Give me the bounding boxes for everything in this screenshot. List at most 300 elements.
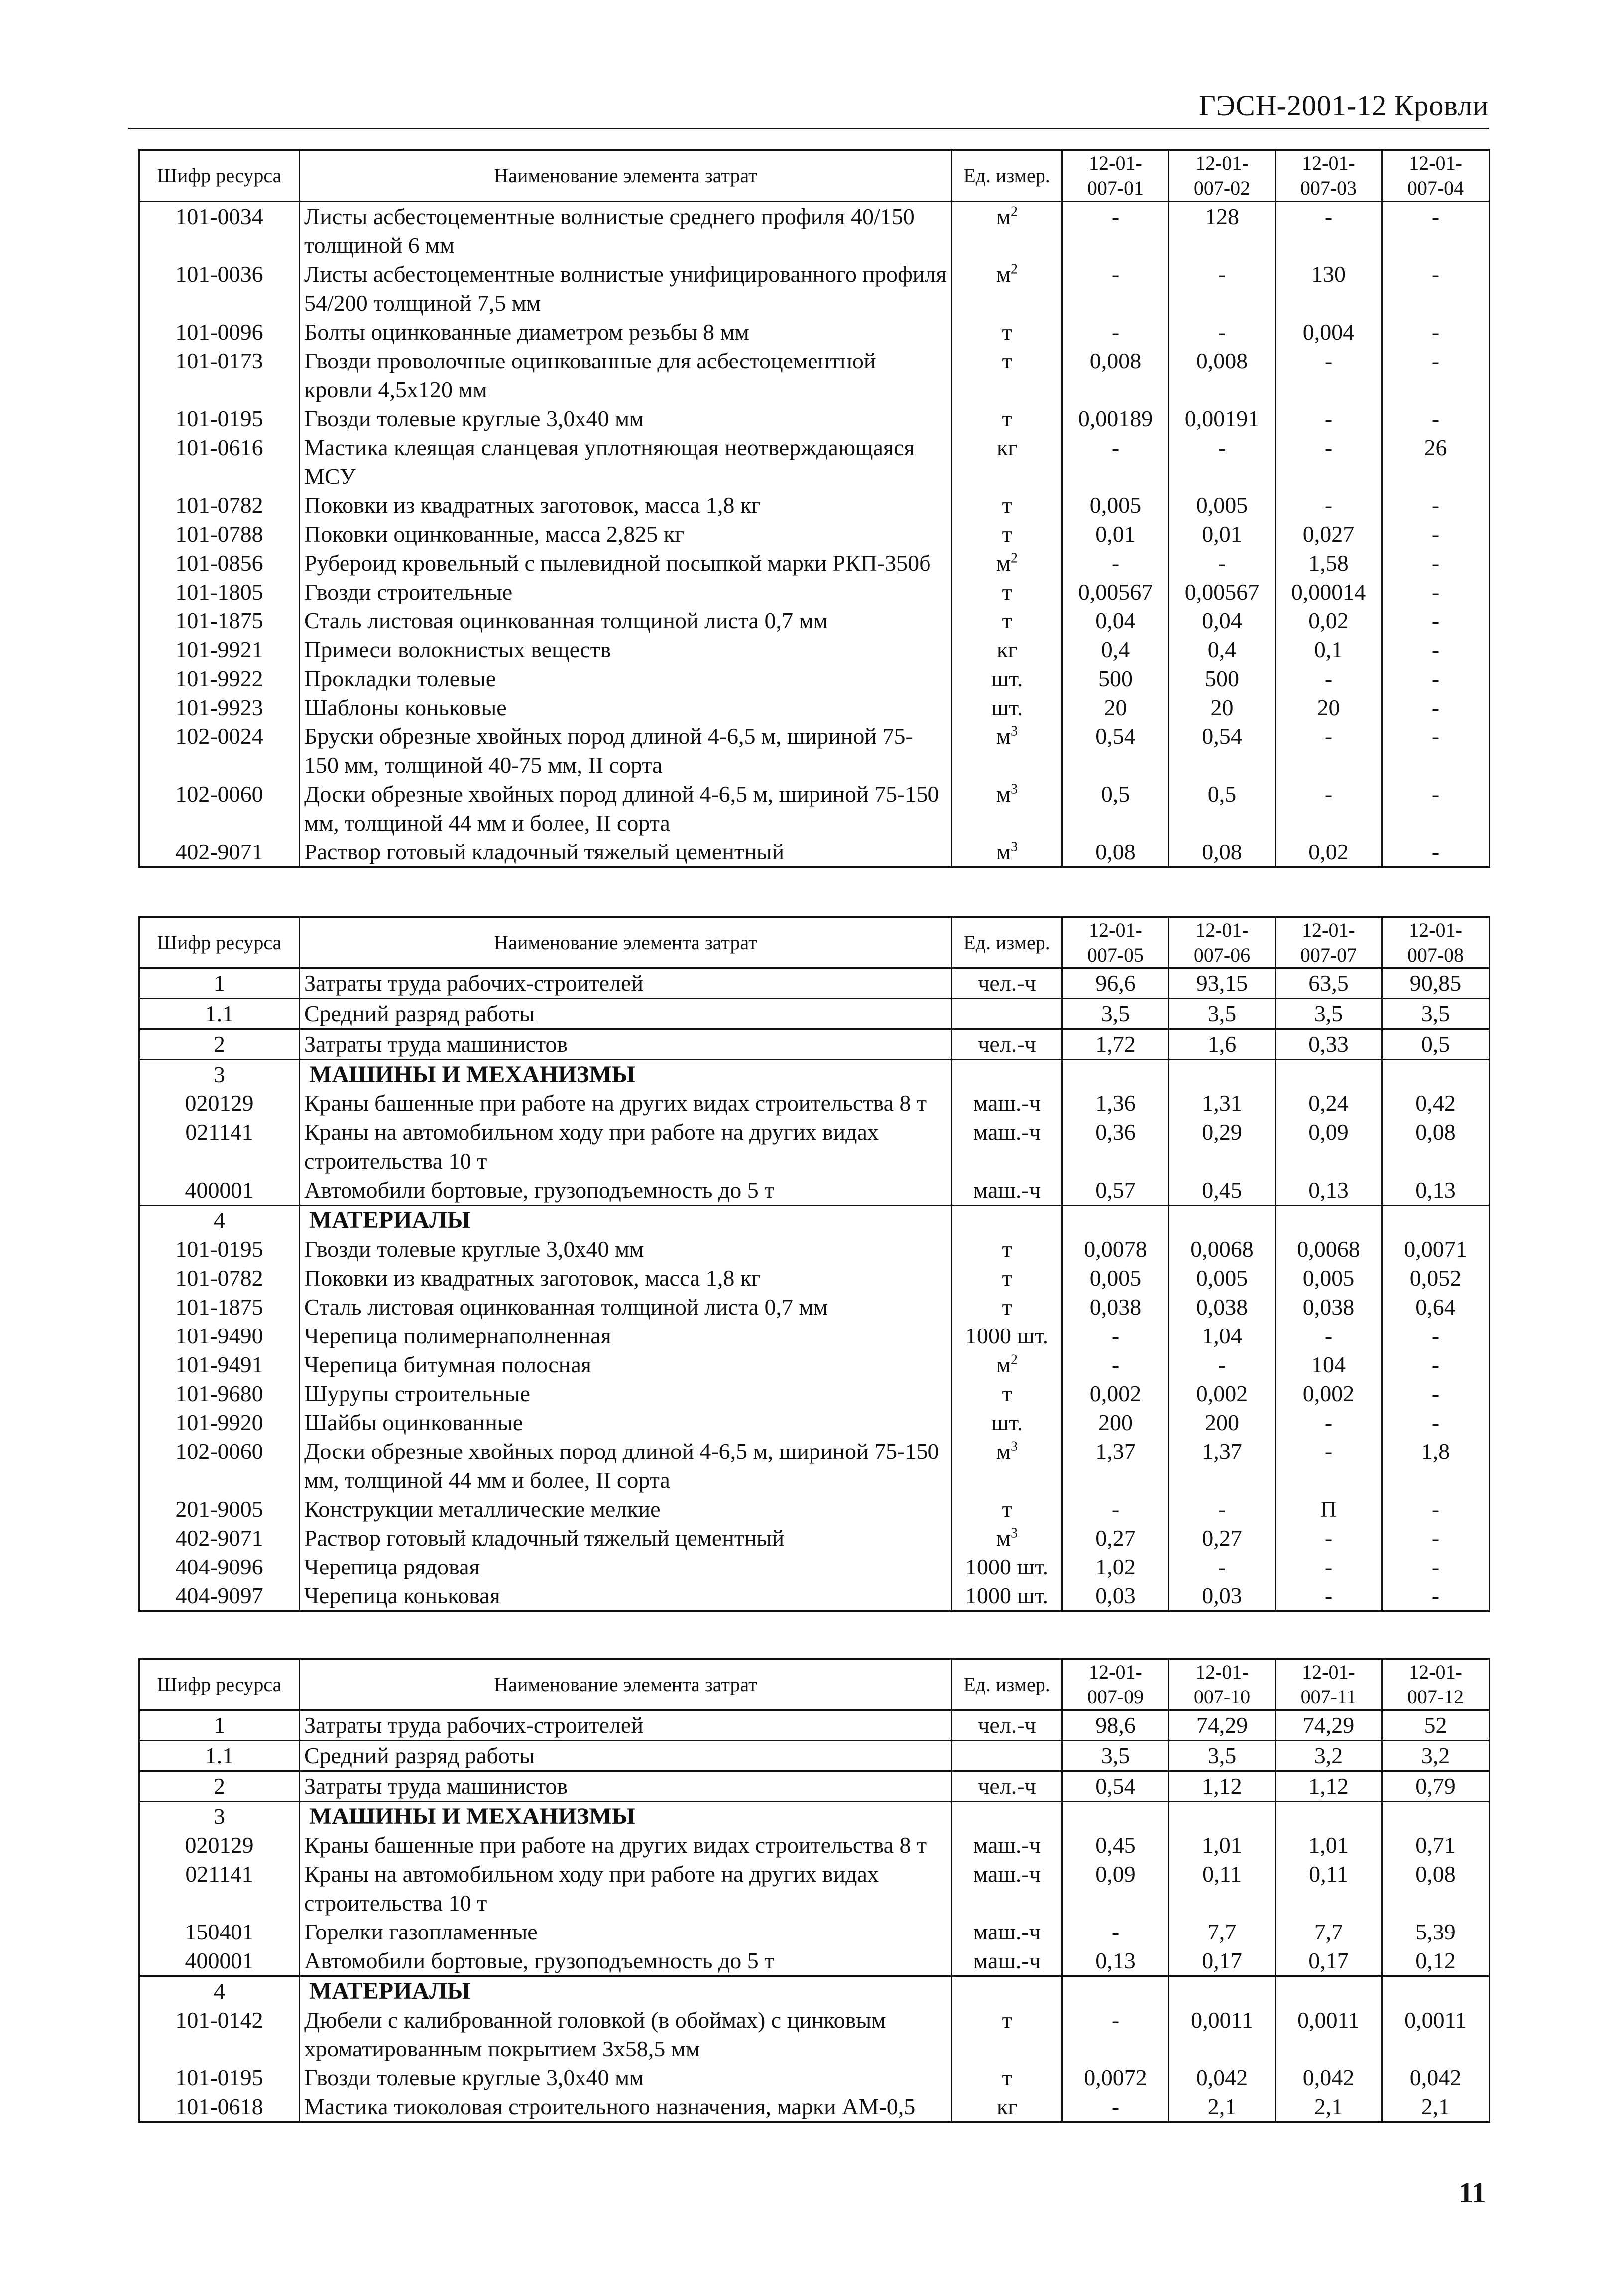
resource-value: 0,08	[1169, 838, 1276, 867]
table-row	[139, 780, 1490, 838]
resource-value: 0,00189	[1062, 404, 1169, 433]
resource-value	[1169, 1976, 1276, 2006]
resource-value: 0,027	[1276, 520, 1382, 549]
table-row	[139, 1029, 1490, 1060]
resource-value: 500	[1169, 664, 1276, 693]
table-row	[139, 1264, 1490, 1293]
resource-code: 400001	[139, 1946, 300, 1976]
resource-code: 020129	[139, 1089, 300, 1118]
resource-value	[1382, 1060, 1490, 1089]
resource-unit: $м^2$	[952, 202, 1062, 260]
resource-code: 101-1805	[139, 578, 300, 606]
resource-unit: т	[952, 404, 1062, 433]
resource-unit: т	[952, 491, 1062, 520]
resource-name: Прокладки толевые	[300, 664, 952, 693]
resource-value: 1,37	[1062, 1437, 1169, 1495]
resource-unit: т	[952, 606, 1062, 635]
resource-value: 3,2	[1276, 1741, 1382, 1771]
resource-name: Краны на автомобильном ходу при работе на других видах строительства 10 т	[300, 1860, 952, 1918]
resource-value: 0,13	[1062, 1946, 1169, 1976]
resource-value	[1062, 1206, 1169, 1235]
resource-name: Сталь листовая оцинкованная толщиной листа 0,7 мм	[300, 1293, 952, 1322]
resource-unit	[952, 999, 1062, 1029]
resource-value: 0,08	[1382, 1860, 1490, 1918]
resource-value: 0,038	[1169, 1293, 1276, 1322]
resource-value: 200	[1062, 1408, 1169, 1437]
resource-code: 404-9097	[139, 1581, 300, 1611]
resource-value: 1,02	[1062, 1553, 1169, 1581]
header-norm-code: 12-01- 007-12	[1382, 1659, 1490, 1710]
resource-name: Поковки из квадратных заготовок, масса 1,8 кг	[300, 491, 952, 520]
table-row	[139, 1860, 1490, 1918]
resource-value: -	[1169, 1350, 1276, 1379]
resource-value: 0,004	[1276, 318, 1382, 347]
resource-unit: шт.	[952, 664, 1062, 693]
table-row	[139, 491, 1490, 520]
resource-value: 0,002	[1276, 1379, 1382, 1408]
resource-value: 0,0068	[1276, 1235, 1382, 1264]
resource-value: -	[1276, 664, 1382, 693]
resource-value: -	[1169, 260, 1276, 318]
resource-value: 63,5	[1276, 968, 1382, 999]
resource-value: 1,01	[1276, 1831, 1382, 1860]
resource-value: 26	[1382, 433, 1490, 491]
resource-value	[1276, 1802, 1382, 1831]
table-row	[139, 520, 1490, 549]
resource-unit: шт.	[952, 693, 1062, 722]
resource-code: 101-9922	[139, 664, 300, 693]
resource-unit: чел.-ч	[952, 1710, 1062, 1741]
header-code: Шифр ресурса	[139, 150, 300, 202]
resource-name: Затраты труда машинистов	[300, 1771, 952, 1802]
resource-value: 0,09	[1276, 1118, 1382, 1176]
table-row	[139, 999, 1490, 1029]
resource-name: Гвозди строительные	[300, 578, 952, 606]
resource-value: 1,01	[1169, 1831, 1276, 1860]
resource-value: -	[1276, 404, 1382, 433]
resource-value: 0,02	[1276, 838, 1382, 867]
resource-name: Черепица коньковая	[300, 1581, 952, 1611]
resource-value: 0,11	[1169, 1860, 1276, 1918]
resource-value: 1,12	[1169, 1771, 1276, 1802]
resource-unit: чел.-ч	[952, 968, 1062, 999]
resource-value: 0,0068	[1169, 1235, 1276, 1264]
resource-value: 500	[1062, 664, 1169, 693]
resource-value: 0,4	[1062, 635, 1169, 664]
resource-code: 101-9680	[139, 1379, 300, 1408]
resource-value	[1276, 1206, 1382, 1235]
resource-unit: т	[952, 1379, 1062, 1408]
resource-value	[1169, 1802, 1276, 1831]
table-row	[139, 1379, 1490, 1408]
resource-unit: маш.-ч	[952, 1831, 1062, 1860]
resource-value: -	[1382, 491, 1490, 520]
resource-value: -	[1382, 635, 1490, 664]
table-row	[139, 1710, 1490, 1741]
resource-value	[1062, 1976, 1169, 2006]
resource-value: 7,7	[1169, 1918, 1276, 1946]
table-row	[139, 1118, 1490, 1176]
document-title: ГЭСН-2001-12 Кровли	[1199, 89, 1489, 121]
resource-code: 4	[139, 1206, 300, 1235]
resource-value: 0,27	[1169, 1524, 1276, 1553]
resource-name: Черепица полимернаполненная	[300, 1322, 952, 1350]
resource-value: 1,36	[1062, 1089, 1169, 1118]
table-row	[139, 1771, 1490, 1802]
resource-name: Черепица битумная полосная	[300, 1350, 952, 1379]
header-norm-code: 12-01- 007-11	[1276, 1659, 1382, 1710]
resource-value: -	[1276, 1553, 1382, 1581]
resource-value: -	[1382, 520, 1490, 549]
resource-value: 0,005	[1062, 1264, 1169, 1293]
resource-unit: $м^3$	[952, 838, 1062, 867]
resource-value: -	[1062, 433, 1169, 491]
resource-code: 102-0024	[139, 722, 300, 780]
resource-value: 0,002	[1169, 1379, 1276, 1408]
resource-value: 0,0011	[1382, 2006, 1490, 2063]
resource-value: 0,0078	[1062, 1235, 1169, 1264]
resource-value	[1169, 1060, 1276, 1089]
table-row	[139, 1350, 1490, 1379]
resource-name: Автомобили бортовые, грузоподъемность до 5 т	[300, 1176, 952, 1206]
resource-value	[1382, 1976, 1490, 2006]
resource-value: 0,71	[1382, 1831, 1490, 1860]
table-row	[139, 1946, 1490, 1976]
table-row	[139, 1089, 1490, 1118]
resource-code: 101-9920	[139, 1408, 300, 1437]
resource-table-1	[138, 149, 1490, 868]
section-row	[139, 1802, 1490, 1831]
resource-value: 5,39	[1382, 1918, 1490, 1946]
resource-unit: 1000 шт.	[952, 1322, 1062, 1350]
table-row	[139, 968, 1490, 999]
resource-value: -	[1276, 1322, 1382, 1350]
resource-code: 101-0036	[139, 260, 300, 318]
resource-code: 1.1	[139, 1741, 300, 1771]
header-norm-code: 12-01- 007-04	[1382, 150, 1490, 202]
resource-unit	[952, 1802, 1062, 1831]
resource-value: 0,01	[1062, 520, 1169, 549]
resource-unit: чел.-ч	[952, 1771, 1062, 1802]
table-row	[139, 635, 1490, 664]
table-row	[139, 2006, 1490, 2063]
resource-value: 3,5	[1169, 1741, 1276, 1771]
section-row	[139, 1976, 1490, 2006]
resource-value: 0,36	[1062, 1118, 1169, 1176]
table-row	[139, 1918, 1490, 1946]
resource-value: 0,29	[1169, 1118, 1276, 1176]
resource-code: 101-0616	[139, 433, 300, 491]
resource-value: -	[1382, 1408, 1490, 1437]
resource-code: 020129	[139, 1831, 300, 1860]
resource-unit: т	[952, 520, 1062, 549]
resource-unit	[952, 1206, 1062, 1235]
resource-value: 200	[1169, 1408, 1276, 1437]
resource-value: 2,1	[1276, 2092, 1382, 2122]
resource-value	[1276, 1976, 1382, 2006]
resource-value: -	[1382, 722, 1490, 780]
resource-unit: маш.-ч	[952, 1918, 1062, 1946]
resource-code: 4	[139, 1976, 300, 2006]
resource-value: 0,03	[1062, 1581, 1169, 1611]
table-row	[139, 722, 1490, 780]
resource-value: 0,12	[1382, 1946, 1490, 1976]
resource-unit: кг	[952, 2092, 1062, 2122]
resource-value: -	[1276, 722, 1382, 780]
resource-unit: $м^3$	[952, 1524, 1062, 1553]
resource-unit: чел.-ч	[952, 1029, 1062, 1060]
resource-value: 0,5	[1382, 1029, 1490, 1060]
resource-code: 3	[139, 1802, 300, 1831]
resource-code: 101-0034	[139, 202, 300, 260]
resource-value: 0,45	[1062, 1831, 1169, 1860]
resource-value: -	[1276, 1437, 1382, 1495]
resource-value: 90,85	[1382, 968, 1490, 999]
header-norm-code: 12-01- 007-10	[1169, 1659, 1276, 1710]
resource-value: -	[1382, 1524, 1490, 1553]
resource-unit: $м^3$	[952, 722, 1062, 780]
resource-unit: т	[952, 1264, 1062, 1293]
resource-unit: шт.	[952, 1408, 1062, 1437]
resource-name: Доски обрезные хвойных пород длиной 4-6,5 м, шириной 75-150 мм, толщиной 44 мм и более, II сорта	[300, 780, 952, 838]
resource-value: -	[1382, 780, 1490, 838]
resource-value: 98,6	[1062, 1710, 1169, 1741]
table-header-row	[139, 1659, 1490, 1710]
resource-code: 402-9071	[139, 838, 300, 867]
resource-name: Листы асбестоцементные волнистые унифицированного профиля 54/200 толщиной 7,5 мм	[300, 260, 952, 318]
table-row	[139, 1235, 1490, 1264]
resource-code: 101-0195	[139, 2063, 300, 2092]
resource-code: 101-0096	[139, 318, 300, 347]
header-norm-code: 12-01- 007-09	[1062, 1659, 1169, 1710]
resource-value: 1,12	[1276, 1771, 1382, 1802]
header-name: Наименование элемента затрат	[300, 1659, 952, 1710]
resource-value: -	[1276, 1524, 1382, 1553]
header-unit: Ед. измер.	[952, 917, 1062, 968]
resource-value: -	[1382, 838, 1490, 867]
resource-code: 101-0195	[139, 404, 300, 433]
section-row	[139, 1060, 1490, 1089]
resource-value: -	[1062, 1350, 1169, 1379]
resource-code: 102-0060	[139, 780, 300, 838]
resource-unit: т	[952, 1293, 1062, 1322]
resource-value: 0,54	[1062, 722, 1169, 780]
resource-unit: маш.-ч	[952, 1946, 1062, 1976]
resource-name: Листы асбестоцементные волнистые среднего профиля 40/150 толщиной 6 мм	[300, 202, 952, 260]
resource-unit: т	[952, 2006, 1062, 2063]
resource-value: 0,09	[1062, 1860, 1169, 1918]
resource-code: 101-9921	[139, 635, 300, 664]
resource-name: Гвозди толевые круглые 3,0x40 мм	[300, 2063, 952, 2092]
resource-value: -	[1169, 1553, 1276, 1581]
table-row	[139, 1408, 1490, 1437]
resource-name: Примеси волокнистых веществ	[300, 635, 952, 664]
table-row	[139, 2092, 1490, 2122]
resource-value: 104	[1276, 1350, 1382, 1379]
resource-value: 0,13	[1276, 1176, 1382, 1206]
resource-value: 93,15	[1169, 968, 1276, 999]
resource-name: Гвозди толевые круглые 3,0x40 мм	[300, 404, 952, 433]
resource-value: 74,29	[1169, 1710, 1276, 1741]
resource-value: 0,1	[1276, 635, 1382, 664]
resource-value: -	[1382, 1553, 1490, 1581]
resource-value: 0,02	[1276, 606, 1382, 635]
resource-name: Автомобили бортовые, грузоподъемность до 5 т	[300, 1946, 952, 1976]
header-norm-code: 12-01- 007-07	[1276, 917, 1382, 968]
header-norm-code: 12-01- 007-02	[1169, 150, 1276, 202]
resource-value: 1,72	[1062, 1029, 1169, 1060]
resource-name: МАШИНЫ И МЕХАНИЗМЫ	[300, 1060, 952, 1089]
resource-value	[1062, 1060, 1169, 1089]
resource-code: 404-9096	[139, 1553, 300, 1581]
table-row	[139, 1322, 1490, 1350]
resource-value: 0,17	[1276, 1946, 1382, 1976]
resource-name: Раствор готовый кладочный тяжелый цементный	[300, 1524, 952, 1553]
resource-value: -	[1382, 260, 1490, 318]
resource-value: 0,79	[1382, 1771, 1490, 1802]
resource-value: -	[1382, 606, 1490, 635]
header-norm-code: 12-01- 007-05	[1062, 917, 1169, 968]
resource-name: Горелки газопламенные	[300, 1918, 952, 1946]
resource-value: 0,17	[1169, 1946, 1276, 1976]
resource-value: 0,54	[1062, 1771, 1169, 1802]
resource-code: 3	[139, 1060, 300, 1089]
resource-name: Болты оцинкованные диаметром резьбы 8 мм	[300, 318, 952, 347]
resource-name: Поковки из квадратных заготовок, масса 1,8 кг	[300, 1264, 952, 1293]
table-row	[139, 1581, 1490, 1611]
resource-value: 0,57	[1062, 1176, 1169, 1206]
resource-value: 0,0071	[1382, 1235, 1490, 1264]
resource-code: 101-1875	[139, 1293, 300, 1322]
resource-unit: маш.-ч	[952, 1118, 1062, 1176]
resource-value: 128	[1169, 202, 1276, 260]
resource-value: 0,64	[1382, 1293, 1490, 1322]
table-row	[139, 838, 1490, 867]
table-row	[139, 1741, 1490, 1771]
resource-code: 101-0195	[139, 1235, 300, 1264]
resource-code: 2	[139, 1771, 300, 1802]
table-row	[139, 2063, 1490, 2092]
resource-value: -	[1382, 578, 1490, 606]
resource-value: 0,54	[1169, 722, 1276, 780]
resource-code: 102-0060	[139, 1437, 300, 1495]
resource-name: Дюбели с калиброванной головкой (в обоймах) с цинковым хроматированным покрытием 3x58,5 мм	[300, 2006, 952, 2063]
resource-value	[1276, 1060, 1382, 1089]
resource-name: Черепица рядовая	[300, 1553, 952, 1581]
resource-value: -	[1382, 1581, 1490, 1611]
resource-value: -	[1276, 491, 1382, 520]
resource-value	[1169, 1206, 1276, 1235]
resource-code: 1	[139, 1710, 300, 1741]
resource-value: -	[1382, 664, 1490, 693]
resource-unit: кг	[952, 433, 1062, 491]
resource-value: 0,4	[1169, 635, 1276, 664]
resource-value: 3,5	[1062, 1741, 1169, 1771]
resource-unit: т	[952, 318, 1062, 347]
resource-table-2	[138, 916, 1490, 1612]
resource-name: Краны на автомобильном ходу при работе на других видах строительства 10 т	[300, 1118, 952, 1176]
resource-value: 96,6	[1062, 968, 1169, 999]
resource-code: 201-9005	[139, 1495, 300, 1524]
resource-name: Краны башенные при работе на других видах строительства 8 т	[300, 1089, 952, 1118]
resource-value: -	[1062, 2006, 1169, 2063]
resource-value: 0,04	[1062, 606, 1169, 635]
resource-value: 0,005	[1169, 491, 1276, 520]
resource-name: Мастика тиоколовая строительного назначения, марки АМ-0,5	[300, 2092, 952, 2122]
resource-unit: т	[952, 1235, 1062, 1264]
resource-unit: $м^3$	[952, 780, 1062, 838]
table-row	[139, 1524, 1490, 1553]
resource-value: -	[1382, 1495, 1490, 1524]
resource-value: 0,03	[1169, 1581, 1276, 1611]
resource-unit: т	[952, 1495, 1062, 1524]
resource-name: Рубероид кровельный с пылевидной посыпкой марки РКП-350б	[300, 549, 952, 578]
resource-code: 101-0856	[139, 549, 300, 578]
resource-table-3	[138, 1658, 1490, 2123]
resource-value: -	[1169, 433, 1276, 491]
resource-value: -	[1382, 202, 1490, 260]
resource-value: -	[1382, 318, 1490, 347]
header-norm-code: 12-01- 007-01	[1062, 150, 1169, 202]
resource-value: 0,052	[1382, 1264, 1490, 1293]
resource-value: 1,04	[1169, 1322, 1276, 1350]
resource-value: 0,13	[1382, 1176, 1490, 1206]
header-norm-code: 12-01- 007-08	[1382, 917, 1490, 968]
resource-value: 0,00191	[1169, 404, 1276, 433]
resource-value: 0,042	[1276, 2063, 1382, 2092]
resource-value: 0,00014	[1276, 578, 1382, 606]
resource-value: 0,042	[1382, 2063, 1490, 2092]
table-row	[139, 1831, 1490, 1860]
resource-value: -	[1276, 433, 1382, 491]
resource-value: -	[1169, 549, 1276, 578]
resource-value: -	[1062, 2092, 1169, 2122]
resource-unit	[952, 1741, 1062, 1771]
header-code: Шифр ресурса	[139, 917, 300, 968]
resource-value: 0,42	[1382, 1089, 1490, 1118]
resource-value: -	[1382, 404, 1490, 433]
resource-unit: $м^2$	[952, 1350, 1062, 1379]
resource-value: 3,5	[1382, 999, 1490, 1029]
table-row	[139, 260, 1490, 318]
table-row	[139, 1495, 1490, 1524]
resource-value: 0,00567	[1169, 578, 1276, 606]
resource-code: 101-0782	[139, 1264, 300, 1293]
resource-value: 20	[1062, 693, 1169, 722]
resource-value: -	[1062, 1918, 1169, 1946]
header-unit: Ед. измер.	[952, 150, 1062, 202]
resource-value: 0,11	[1276, 1860, 1382, 1918]
resource-name: Сталь листовая оцинкованная толщиной листа 0,7 мм	[300, 606, 952, 635]
resource-value: 20	[1276, 693, 1382, 722]
resource-value	[1382, 1206, 1490, 1235]
resource-value: -	[1276, 202, 1382, 260]
header-name: Наименование элемента затрат	[300, 917, 952, 968]
resource-code: 021141	[139, 1118, 300, 1176]
resource-value: 2,1	[1382, 2092, 1490, 2122]
resource-value: -	[1062, 549, 1169, 578]
table-row	[139, 404, 1490, 433]
resource-value: 3,5	[1062, 999, 1169, 1029]
resource-value: 7,7	[1276, 1918, 1382, 1946]
resource-value: 0,08	[1382, 1118, 1490, 1176]
resource-value: -	[1169, 1495, 1276, 1524]
resource-unit	[952, 1976, 1062, 2006]
resource-unit: т	[952, 2063, 1062, 2092]
resource-code: 101-0173	[139, 347, 300, 404]
table-row	[139, 1553, 1490, 1581]
resource-value: -	[1062, 1495, 1169, 1524]
